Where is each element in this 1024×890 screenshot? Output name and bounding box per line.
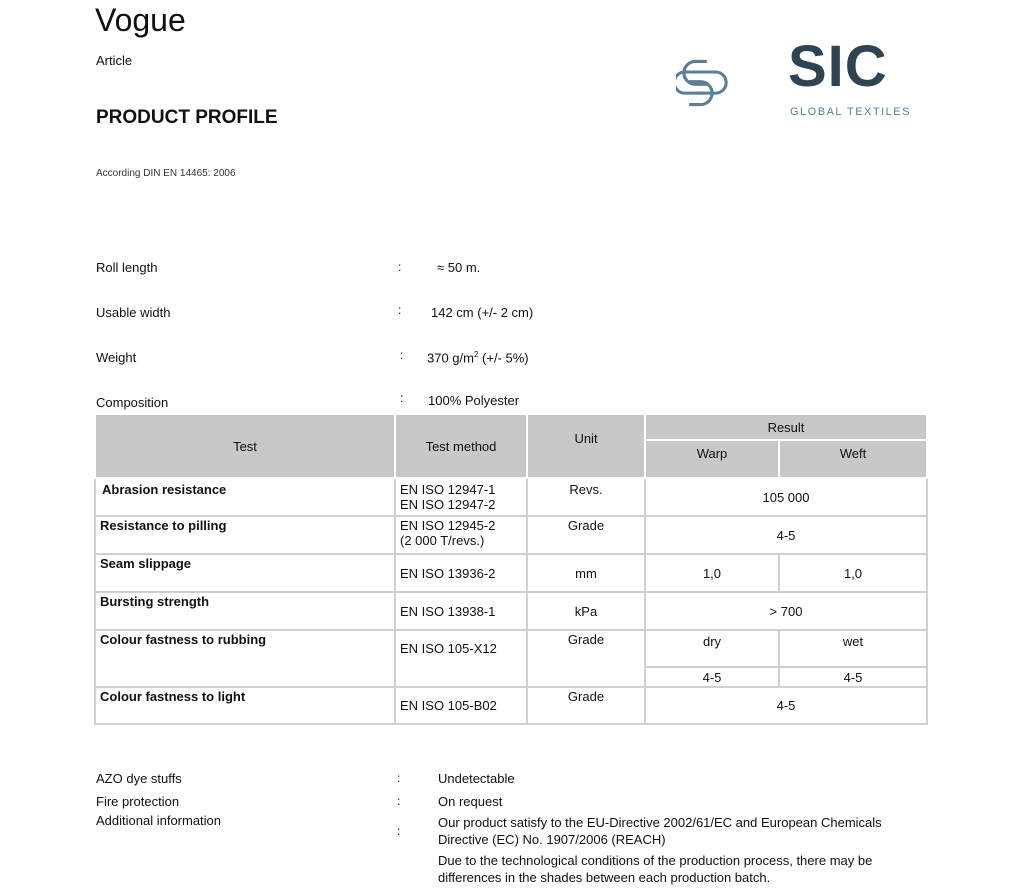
test-result-weft: 1,0: [779, 554, 927, 592]
test-method: EN ISO 105-X12: [395, 630, 527, 687]
test-unit: Revs.: [527, 478, 645, 516]
table-row: [95, 478, 927, 516]
page-heading: PRODUCT PROFILE: [96, 107, 278, 128]
article-title: Vogue: [95, 2, 186, 38]
roll-length-colon: :: [398, 260, 402, 274]
test-name: Resistance to pilling: [95, 516, 395, 554]
usable-width-colon: :: [398, 303, 402, 317]
test-name: Colour fastness to light: [95, 687, 395, 724]
article-subtitle: Article: [96, 53, 133, 68]
test-result: 4-5: [645, 516, 927, 554]
test-method: EN ISO 12945-2 (2 000 T/revs.): [395, 516, 527, 554]
logo-wordmark: SIC: [788, 34, 888, 99]
header-test: Test: [95, 414, 395, 478]
header-method: Test method: [395, 414, 527, 478]
test-method: EN ISO 13938-1: [395, 592, 527, 630]
additional-label: Additional information: [96, 813, 222, 828]
test-result-warp: 1,0: [645, 554, 779, 592]
test-result: 4-5: [645, 687, 927, 724]
test-name: Seam slippage: [95, 554, 395, 592]
table-row: [95, 554, 927, 592]
rubbing-dry-label: dry: [645, 630, 779, 667]
composition-colon: :: [400, 391, 404, 405]
additional-text-1: Our product satisfy to the EU-Directive 2002/61/EC and European Chemicals Directive (EC) No. 1907/2006 (REACH): [438, 815, 882, 847]
test-unit: kPa: [527, 592, 645, 630]
test-method: EN ISO 105-B02: [395, 687, 527, 724]
usable-width-value: 142 cm (+/- 2 cm): [431, 305, 534, 320]
table-row: [95, 630, 927, 667]
weight-label: Weight: [96, 350, 137, 365]
test-name: Abrasion resistance: [95, 478, 395, 516]
header-weft: Weft: [779, 440, 927, 478]
test-unit: Grade: [527, 516, 645, 554]
fire-label: Fire protection: [96, 794, 180, 809]
test-method: EN ISO 12947-1 EN ISO 12947-2: [395, 478, 527, 516]
azo-colon: :: [397, 771, 401, 785]
logo-tagline: GLOBAL TEXTILES: [790, 106, 911, 118]
composition-label: Composition: [96, 395, 169, 410]
azo-label: AZO dye stuffs: [96, 771, 182, 786]
test-unit: mm: [527, 554, 645, 592]
rubbing-wet-label: wet: [779, 630, 927, 667]
sic-logo-icon: [676, 28, 786, 138]
test-name: Colour fastness to rubbing: [95, 630, 395, 687]
test-result-dry: 4-5: [645, 667, 779, 687]
test-unit: Grade: [527, 687, 645, 724]
azo-value: Undetectable: [438, 771, 515, 786]
test-result-wet: 4-5: [779, 667, 927, 687]
table-row: [95, 516, 927, 554]
test-results-table: [94, 413, 928, 725]
roll-length-label: Roll length: [96, 260, 158, 275]
table-row: [95, 592, 927, 630]
test-result: > 700: [645, 592, 927, 630]
usable-width-label: Usable width: [96, 305, 171, 320]
composition-value: 100% Polyester: [428, 393, 520, 408]
additional-colon: :: [397, 824, 401, 838]
fire-value: On request: [438, 794, 503, 809]
test-result: 105 000: [645, 478, 927, 516]
header-warp: Warp: [645, 440, 779, 478]
test-unit: Grade: [527, 630, 645, 687]
weight-value: 370 $g/m^2$ (+/- 5%): [427, 350, 529, 366]
fire-colon: :: [397, 794, 401, 808]
table-row: [95, 687, 927, 724]
additional-text-2: Due to the technological conditions of the production process, there may be differences in the shades between each production batch.: [438, 853, 873, 885]
standard-note: According DIN EN 14465: 2006: [96, 168, 236, 179]
roll-length-value: ≈ 50 m.: [437, 260, 481, 275]
weight-colon: :: [400, 348, 404, 362]
test-method: EN ISO 13936-2: [395, 554, 527, 592]
header-unit: Unit: [527, 414, 645, 478]
test-name: Bursting strength: [95, 592, 395, 630]
header-result: Result: [645, 414, 927, 440]
